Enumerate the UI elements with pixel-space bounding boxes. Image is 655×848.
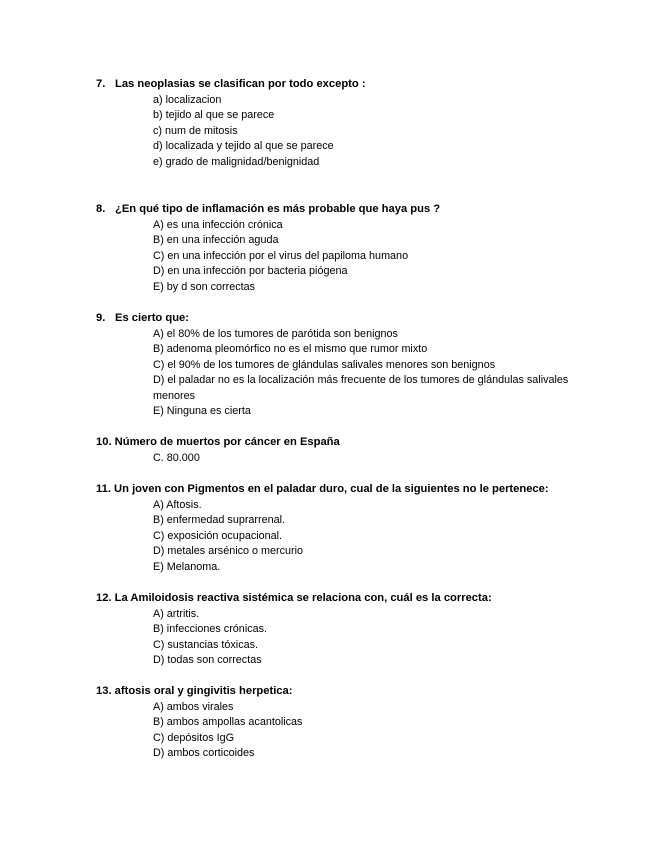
option-c: c) num de mitosis xyxy=(153,124,238,137)
option-c: C) exposición ocupacional. xyxy=(153,529,283,542)
option-b: B) adenoma pleomórfico no es el mismo que rumor mixto xyxy=(153,343,428,356)
question-number: 13. xyxy=(96,685,112,697)
options-list xyxy=(96,327,616,421)
option-e: E) Melanoma. xyxy=(153,560,221,573)
question-number: 12. xyxy=(96,592,112,604)
option-d: D) en una infección por bacteria piógena xyxy=(153,265,348,278)
option-e: E) by d son correctas xyxy=(153,280,256,293)
answer: C. 80.000 xyxy=(153,451,200,464)
question-title xyxy=(96,77,616,93)
option-a: a) localizacion xyxy=(153,93,222,106)
option-d: D) el paladar no es la localización más frecuente de los tumores de glándulas salivales menores xyxy=(153,374,569,402)
question-text: La Amiloidosis reactiva sistémica se relaciona con, cuál es la correcta: xyxy=(114,592,492,604)
option-d: D) todas son correctas xyxy=(153,654,262,667)
question-text: Las neoplasias se clasifican por todo excepto : xyxy=(115,78,366,90)
question-11 xyxy=(96,482,616,575)
question-number: 9. xyxy=(96,312,106,324)
question-number: 7. xyxy=(96,78,106,90)
option-b: B) en una infección aguda xyxy=(153,234,279,247)
option-c: C) el 90% de los tumores de glándulas salivales menores son benignos xyxy=(153,358,496,371)
question-text: Es cierto que: xyxy=(115,312,189,324)
option-c: C) depósitos IgG xyxy=(153,731,235,744)
option-b: b) tejido al que se parece xyxy=(153,109,275,122)
question-title xyxy=(96,591,616,607)
option-a: A) es una infección crónica xyxy=(153,218,283,231)
question-10 xyxy=(96,435,616,466)
options-list xyxy=(96,607,616,669)
question-12 xyxy=(96,591,616,669)
option-a: A) artritis. xyxy=(153,607,200,620)
question-number: 10. xyxy=(96,436,112,448)
option-b: B) infecciones crónicas. xyxy=(153,623,268,636)
question-number: 8. xyxy=(96,203,106,215)
option-e: e) grado de malignidad/benignidad xyxy=(153,155,320,168)
question-8 xyxy=(96,202,616,295)
question-title xyxy=(96,202,616,218)
option-b: B) enfermedad suprarrenal. xyxy=(153,514,286,527)
option-e: E) Ninguna es cierta xyxy=(153,405,251,418)
option-d: D) metales arsénico o mercurio xyxy=(153,545,304,558)
option-d: D) ambos corticoides xyxy=(153,747,255,760)
question-title xyxy=(96,435,616,451)
question-title xyxy=(96,311,616,327)
question-title xyxy=(96,684,616,700)
question-text: Número de muertos por cáncer en España xyxy=(114,436,340,448)
question-number: 11. xyxy=(96,483,111,495)
options-list xyxy=(96,700,616,762)
question-13 xyxy=(96,684,616,762)
options-list xyxy=(96,451,616,467)
option-c: C) en una infección por el virus del papiloma humano xyxy=(153,249,409,262)
question-text: aftosis oral y gingivitis herpetica: xyxy=(114,685,293,697)
option-a: A) Aftosis. xyxy=(153,498,202,511)
question-text: ¿En qué tipo de inflamación es más probable que haya pus ? xyxy=(115,203,441,215)
option-c: C) sustancias tóxicas. xyxy=(153,638,259,651)
option-d: d) localizada y tejido al que se parece xyxy=(153,140,334,153)
question-7 xyxy=(96,77,616,170)
options-list xyxy=(96,218,616,296)
options-list xyxy=(96,93,616,171)
options-list xyxy=(96,498,616,576)
option-b: B) ambos ampollas acantolicas xyxy=(153,716,303,729)
question-9 xyxy=(96,311,616,420)
question-title xyxy=(96,482,616,498)
option-a: A) ambos virales xyxy=(153,700,234,713)
option-a: A) el 80% de los tumores de parótida son benignos xyxy=(153,327,398,340)
question-text: Un joven con Pigmentos en el paladar duro, cual de la siguientes no le pertenece: xyxy=(114,483,549,495)
